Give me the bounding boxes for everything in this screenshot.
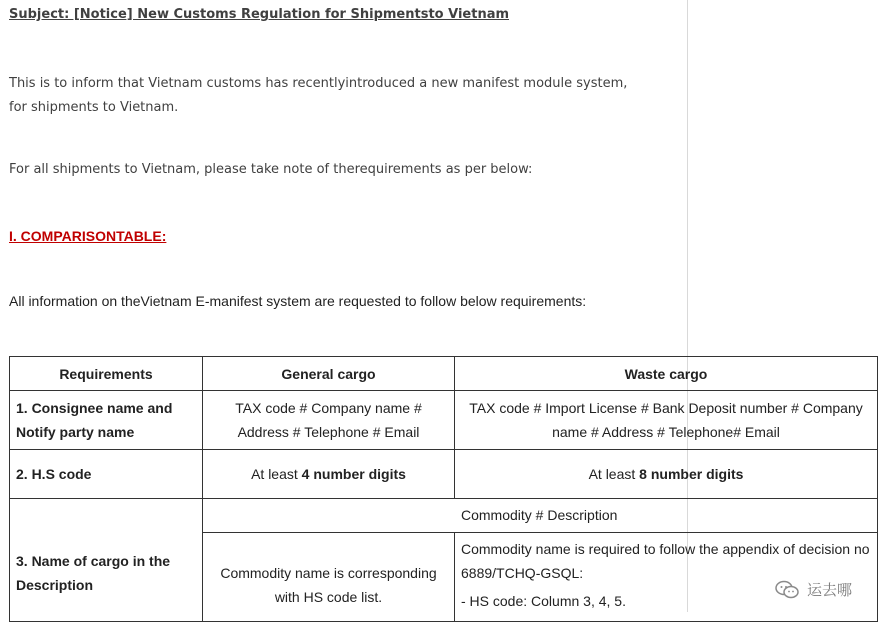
watermark <box>771 577 856 602</box>
header-requirements: Requirements <box>10 357 203 391</box>
intro-paragraph: This is to inform that Vietnam customs has recentlyintroduced a new manifest module system, for shipments to Vietnam. <box>9 76 628 115</box>
waste-cargo-rule: Commodity name is required to follow the appendix of decision no 6889/TCHQ-GSQL: <box>461 541 870 581</box>
general-hs-digits: 4 number digits <box>301 466 406 482</box>
general-cargo-name-cell: Commodity name is corresponding with HS code list. <box>203 533 455 622</box>
waste-cargo-hs-columns: - HS code: Column 3, 4, 5. <box>461 593 626 609</box>
waste-consignee-cell: TAX code # Import License # Bank Deposit number # Company name # Address # Telephone# Email <box>455 391 878 450</box>
table-header-row <box>10 357 878 391</box>
shared-description-text: Commodity # Description <box>461 507 618 523</box>
watermark-text: 运去哪 <box>806 581 852 599</box>
header-general-cargo: General cargo <box>203 357 455 391</box>
row-label-consignee: 1. Consignee name and Notify party name <box>10 391 203 450</box>
general-consignee-cell: TAX code # Company name # Address # Telephone # Email <box>203 391 455 450</box>
table-row <box>10 450 878 499</box>
table-row <box>10 499 878 533</box>
table-row <box>10 391 878 450</box>
comparison-table <box>9 356 878 622</box>
section-intro: All information on theVietnam E-manifest system are requested to follow below requirements: <box>9 293 587 309</box>
row-label-cargo-name: 3. Name of cargo in the Description <box>10 499 203 622</box>
note-paragraph: For all shipments to Vietnam, please take note of therequirements as per below: <box>9 162 533 177</box>
general-hs-code-cell <box>203 450 455 499</box>
waste-hs-prefix: At least <box>588 466 640 482</box>
header-waste-cargo: Waste cargo <box>455 357 878 391</box>
general-hs-prefix: At least <box>251 466 302 482</box>
wechat-icon <box>775 580 799 600</box>
waste-hs-digits: 8 number digits <box>639 466 744 482</box>
shared-description-cell <box>203 499 878 533</box>
section-heading: I. COMPARISONTABLE: <box>9 228 167 244</box>
waste-hs-code-cell <box>455 450 878 499</box>
email-subject: Subject: [Notice] New Customs Regulation for Shipmentsto Vietnam <box>9 7 510 22</box>
row-label-hs-code: 2. H.S code <box>10 450 203 499</box>
